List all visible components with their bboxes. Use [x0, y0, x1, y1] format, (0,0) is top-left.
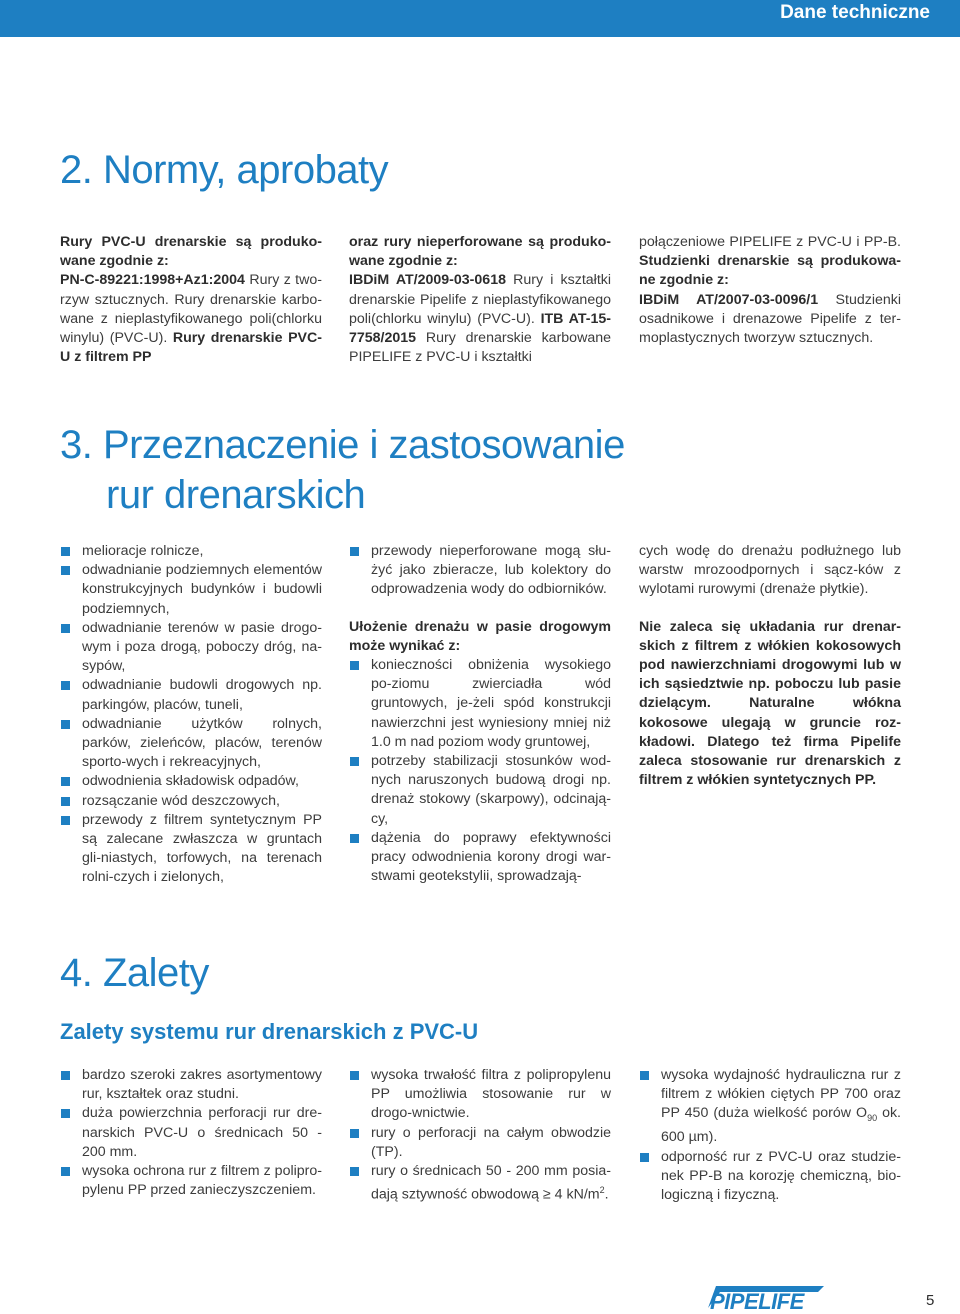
section-2-col-3 — [639, 233, 901, 348]
bullet-square-icon — [61, 566, 70, 575]
section-2-title: 2. Normy, aprobaty — [60, 148, 389, 192]
list-item: potrzeby stabilizacji stosunków wod-nych naruszonych budową drogi np. drenaż stokowy (skarpowy), odcinają-cy, — [349, 752, 611, 829]
s3-c3-text: cych wodę do drenażu podłużnego lub warstw mrozoodpornych i sącz-ków z wylotami rurowymi (drenaże płytkie). — [639, 543, 901, 598]
list-item: duża powierzchnia perforacji rur dre-narskich PVC-U o średnicach 50 - 200 mm. — [60, 1104, 322, 1162]
s3-c1-list — [60, 542, 322, 888]
bullet-square-icon — [61, 797, 70, 806]
bullet-square-icon — [350, 1167, 359, 1176]
bullet-square-icon — [61, 681, 70, 690]
s3-c2-heading: Ułożenie drenażu w pasie drogowym może wynikać z: — [349, 618, 611, 654]
s2-c2-text-2: Rury drenarskie karbowane PIPELIFE z PVC-U i kształtki — [349, 330, 611, 366]
section-3-title-line-2: rur drenarskich — [106, 473, 366, 517]
list-item: przewody z filtrem syntetycznym PP są zalecane zwłaszcza w gruntach gli-niastych, torfowych, na terenach rolni-czych i zielonych, — [60, 811, 322, 888]
bullet-square-icon — [61, 1109, 70, 1118]
section-4-subtitle: Zalety systemu rur drenarskich z PVC-U — [60, 1019, 479, 1044]
s2-c1-bold-1: Rury PVC-U drenarskie są produko-wane zgodnie z: — [60, 234, 322, 270]
bullet-square-icon — [61, 777, 70, 786]
list-item: melioracje rolnicze, — [60, 542, 322, 561]
list-item: odwadnianie terenów w pasie drogo-wym i poza drogą, poboczy dróg, na-sypów, — [60, 619, 322, 677]
page-number: 5 — [926, 1292, 935, 1309]
s2-c3-text-1: połączeniowe PIPELIFE z PVC-U i PP-B. — [639, 234, 901, 250]
section-4-col-3 — [639, 1066, 901, 1205]
bullet-square-icon — [61, 720, 70, 729]
s2-c3-text-2: Studzienki osadnikowe i drenazowe Pipelife z ter-moplastycznych tworzyw sztucznych. — [639, 291, 901, 347]
section-4-title: 4. Zalety — [60, 951, 209, 995]
list-item: odwadnianie podziemnych elementów konstrukcyjnych budynków i budowli podziemnych, — [60, 561, 322, 619]
s2-c2-text-1: Rury i kształtki drenarskie Pipelife z nieplastyfikowanego poli(chlorku winylu) (PVC-U). — [349, 272, 612, 327]
list-item: wysoka wydajność hydrauliczna rur z filtrem z włókien ciętych PP 700 oraz PP 450 (duża wielkość porów $O_{90}$ ok. 600 µm). — [639, 1066, 901, 1148]
s4-c3-list — [639, 1066, 901, 1205]
section-4-col-1 — [60, 1066, 322, 1200]
bullet-square-icon — [350, 834, 359, 843]
s2-c1-bold-2: Rury drenarskie PVC-U z filtrem PP — [60, 330, 322, 366]
bullet-square-icon — [61, 547, 70, 556]
section-4-col-2 — [349, 1066, 611, 1205]
section-3-col-3 — [639, 542, 901, 790]
bullet-square-icon — [61, 624, 70, 633]
list-item: konieczności obniżenia wysokiego po-ziomu zwierciadła wód gruntowych, je-żeli spód konstrukcji nawierzchni jest wyniesiony mniej niż 1.0 m nad poziom wody gruntowej, — [349, 656, 611, 752]
s2-c1-norm-code: PN-C-89221:1998+Az1:2004 — [60, 272, 245, 289]
list-item: rury o perforacji na całym obwodzie (TP). — [349, 1124, 611, 1162]
bullet-square-icon — [640, 1153, 649, 1162]
list-item: odporność rur z PVC-U oraz studzie-nek PP-B na korozję chemiczną, bio-logiczną i fizyczną. — [639, 1148, 901, 1206]
s3-c2-list-b — [349, 656, 611, 886]
list-item: dążenia do poprawy efektywności pracy odwodnienia korony drogi war-stwami geotekstylii, sprowadzają- — [349, 829, 611, 887]
section-2-col-2 — [349, 233, 611, 367]
list-item: odwodnienia składowisk odpadów, — [60, 772, 322, 791]
list-item: przewody nieperforowane mogą słu-żyć jako zbieracze, lub kolektory do odprowadzenia wody do odbiorników. — [349, 542, 611, 600]
s2-c3-bold-1: Studzienki drenarskie są produkowa-ne zgodnie z: — [639, 253, 901, 289]
header-bar — [0, 0, 960, 37]
bullet-square-icon — [350, 1129, 359, 1138]
s2-c2-norm-code-2: ITB AT-15-7758/2015 — [349, 310, 611, 347]
s2-c1-text: Rury z two-rzyw sztucznych. Rury drenarskie karbo-wane z nieplastyfikowanego poli(chlorku winylu) (PVC-U). — [60, 272, 322, 347]
bullet-square-icon — [61, 816, 70, 825]
bullet-square-icon — [61, 1167, 70, 1176]
section-3-col-1 — [60, 542, 322, 888]
bullet-square-icon — [350, 661, 359, 670]
greater-equal-symbol: ≥ — [542, 1186, 551, 1203]
list-item: bardzo szeroki zakres asortymentowy rur, kształtek oraz studni. — [60, 1066, 322, 1104]
s2-c3-norm-code: IBDiM AT/2007-03-0096/1 — [639, 291, 819, 308]
list-item: wysoka ochrona rur z filtrem z polipro-pylenu PP przed zanieczyszczeniem. — [60, 1162, 322, 1200]
s4-c2-list — [349, 1066, 611, 1205]
bullet-square-icon — [61, 1071, 70, 1080]
section-3-col-2 — [349, 542, 611, 886]
list-item: odwadnianie użytków rolnych, parków, zieleńców, placów, terenów sporto-wych i rekreacyjnych, — [60, 715, 322, 773]
s2-c2-bold-1: oraz rury nieperforowane są produko-wane zgodnie z: — [349, 234, 611, 270]
pipelife-logo — [706, 1278, 826, 1312]
section-3-title-line-1: 3. Przeznaczenie i zastosowanie — [60, 423, 625, 467]
bullet-square-icon — [350, 547, 359, 556]
list-item: rury o średnicach 50 - 200 mm posia-dają sztywność obwodową ≥ 4 $kN/m^2$. — [349, 1162, 611, 1205]
header-title: Dane techniczne — [780, 2, 930, 23]
section-2-col-1 — [60, 233, 322, 367]
list-item: rozsączanie wód deszczowych, — [60, 792, 322, 811]
s3-c2-list-a — [349, 542, 611, 600]
logo-text: PIPELIFE — [710, 1289, 804, 1312]
s2-c2-norm-code-1: IBDiM AT/2009-03-0618 — [349, 272, 506, 289]
bullet-square-icon — [350, 757, 359, 766]
section-3-title — [60, 420, 625, 520]
s4-c1-list — [60, 1066, 322, 1200]
list-item: odwadnianie budowli drogowych np. parkingów, placów, tuneli, — [60, 676, 322, 714]
s3-c3-bold: Nie zaleca się układania rur drenar-skich z filtrem z włókien kokosowych pod nawierzchniami drogowymi lub w ich sąsiedztwie np. poboczu lub pasie dzielącym. Naturalne włókna kokosowe ulegają w gruncie roz-kładowi. Dlatego też firma Pipelife zaleca stosowanie rur drenarskich z filtrem z włókien syntetycznych PP. — [639, 618, 901, 789]
list-item: wysoka trwałość filtra z polipropylenu PP umożliwia stosowanie rur w drogo-wnictwie. — [349, 1066, 611, 1124]
bullet-square-icon — [350, 1071, 359, 1080]
bullet-square-icon — [640, 1071, 649, 1080]
